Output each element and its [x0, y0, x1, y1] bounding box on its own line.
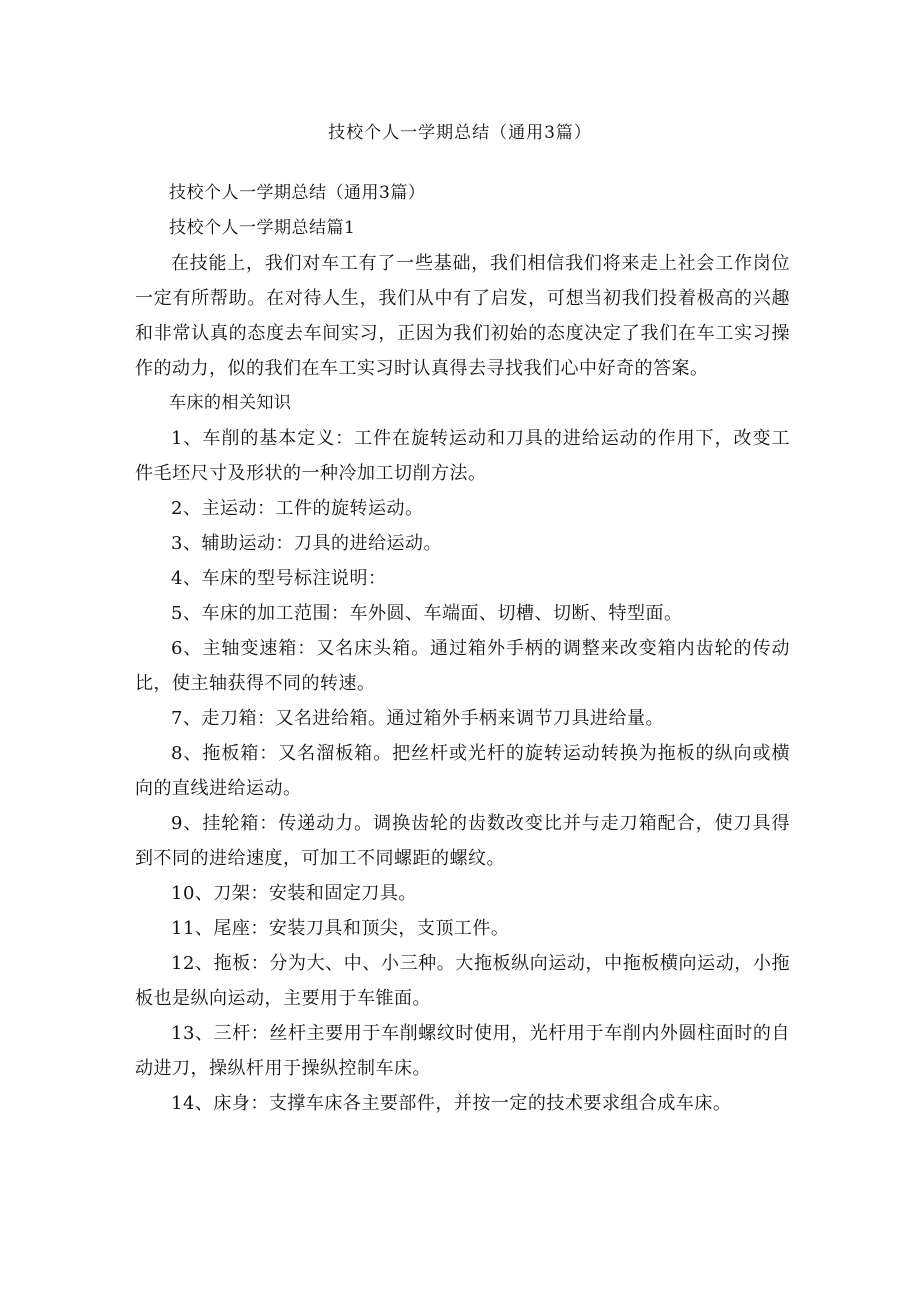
list-item: 8、拖板箱：又名溜板箱。把丝杆或光杆的旋转运动转换为拖板的纵向或横向的直线进给运动。 [135, 743, 790, 799]
list-item: 11、尾座：安装刀具和顶尖，支顶工件。 [171, 918, 510, 939]
list-item: 2、主运动：工件的旋转运动。 [171, 498, 424, 519]
list-item: 6、主轴变速箱：又名床头箱。通过箱外手柄的调整来改变箱内齿轮的传动比，使主轴获得不同的转速。 [135, 638, 790, 694]
list-item: 13、三杆：丝杆主要用于车削螺纹时使用，光杆用于车削内外圆柱面时的自动进刀，操纵杆用于操纵控制车床。 [135, 1023, 790, 1079]
list-item: 1、车削的基本定义：工件在旋转运动和刀具的进给运动的作用下，改变工件毛坯尺寸及形状的一种冷加工切削方法。 [135, 428, 790, 484]
list-item: 7、走刀箱：又名进给箱。通过箱外手柄来调节刀具进给量。 [171, 708, 664, 729]
list-item: 10、刀架：安装和固定刀具。 [171, 883, 417, 904]
list-item: 12、拖板：分为大、中、小三种。大拖板纵向运动，中拖板横向运动，小拖板也是纵向运动，主要用于车锥面。 [135, 953, 790, 1009]
list-item: 9、挂轮箱：传递动力。调换齿轮的齿数改变比并与走刀箱配合，使刀具得到不同的进给速度，可加工不同螺距的螺纹。 [135, 813, 790, 869]
lathe-knowledge-heading: 车床的相关知识 [169, 393, 292, 413]
list-item: 5、车床的加工范围：车外圆、车端面、切槽、切断、特型面。 [171, 603, 683, 624]
subtitle-paragraph: 技校个人一学期总结（通用3篇） [169, 183, 426, 203]
section-heading: 技校个人一学期总结篇1 [169, 218, 356, 238]
list-item: 3、辅助运动：刀具的进给运动。 [171, 533, 442, 554]
intro-paragraph: 在技能上，我们对车工有了一些基础，我们相信我们将来走上社会工作岗位一定有所帮助。在对待人生，我们从中有了启发，可想当初我们投着极高的兴趣和非常认真的态度去车间实习，正因为我们初始的态度决定了我们在车工实习操作的动力，似的我们在车工实习时认真得去寻找我们心中好奇的答案。 [135, 253, 790, 379]
list-item: 4、车床的型号标注说明： [171, 568, 387, 589]
list-item: 14、床身：支撑车床各主要部件，并按一定的技术要求组合成车床。 [171, 1093, 732, 1114]
document-body [135, 176, 790, 1121]
document-title: 技校个人一学期总结（通用3篇） [328, 123, 592, 143]
